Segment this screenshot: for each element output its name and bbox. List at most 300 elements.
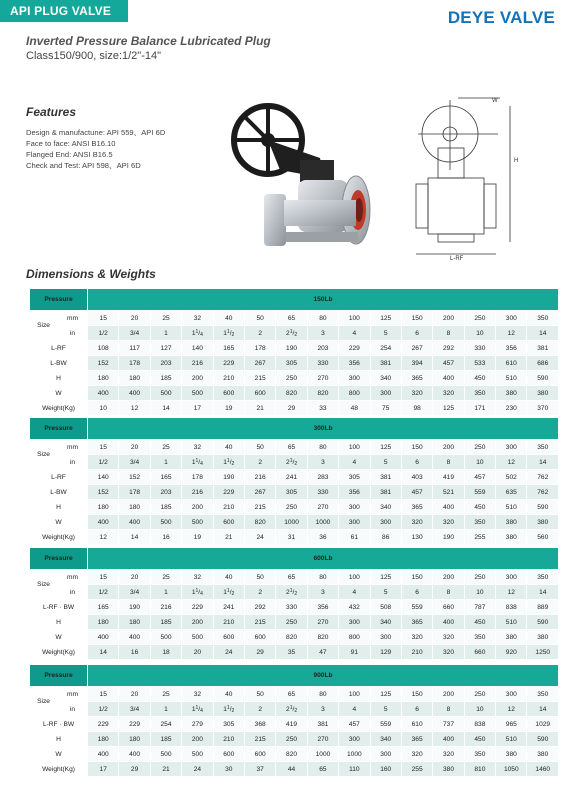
- value-cell: 920: [496, 645, 527, 660]
- pressure-header: Pressure: [30, 418, 88, 440]
- value-cell: 457: [433, 356, 464, 371]
- value-cell: 203: [150, 356, 181, 371]
- value-cell: 86: [370, 530, 401, 545]
- plug-valve-photo: [228, 96, 388, 256]
- size-in-cell: 4: [339, 326, 370, 341]
- value-cell: 152: [88, 485, 119, 500]
- dimension-row: [30, 470, 559, 485]
- value-cell: 330: [307, 485, 338, 500]
- value-cell: 12: [88, 530, 119, 545]
- value-cell: 340: [370, 500, 401, 515]
- value-cell: 300: [370, 747, 401, 762]
- value-cell: 508: [370, 600, 401, 615]
- size-mm-cell: 300: [496, 440, 527, 455]
- value-cell: 365: [401, 500, 432, 515]
- value-cell: 14: [88, 645, 119, 660]
- feature-line: Design & manufactune: API 559、API 6D: [26, 128, 166, 137]
- value-cell: 533: [464, 356, 495, 371]
- value-cell: 1250: [527, 645, 559, 660]
- pressure-header: Pressure: [30, 548, 88, 570]
- value-cell: 500: [182, 515, 213, 530]
- class-header: 300Lb: [88, 418, 559, 440]
- value-cell: 190: [213, 470, 244, 485]
- size-mm-cell: 200: [433, 687, 464, 702]
- size-in-cell: 10: [464, 455, 495, 470]
- value-cell: 215: [244, 500, 275, 515]
- size-in-cell: 3/4: [119, 326, 150, 341]
- value-cell: 216: [244, 470, 275, 485]
- size-in-cell: $2^1/_2$: [276, 585, 307, 600]
- value-cell: 560: [527, 530, 559, 545]
- value-cell: 660: [433, 600, 464, 615]
- brand-name: DEYE VALVE: [447, 8, 555, 27]
- value-cell: 660: [464, 645, 495, 660]
- value-cell: 185: [150, 371, 181, 386]
- row-label: H: [30, 732, 88, 747]
- value-cell: 500: [182, 630, 213, 645]
- unit-in-label: in: [58, 585, 88, 600]
- value-cell: 33: [307, 401, 338, 416]
- value-cell: 820: [307, 630, 338, 645]
- dimension-row: [30, 530, 559, 545]
- value-cell: 250: [276, 371, 307, 386]
- value-cell: 267: [244, 485, 275, 500]
- value-cell: 140: [88, 470, 119, 485]
- size-in-cell: 8: [433, 326, 464, 341]
- value-cell: 838: [464, 717, 495, 732]
- size-in-cell: $1^1/_4$: [182, 585, 213, 600]
- row-label: L-RF · BW: [30, 717, 88, 732]
- value-cell: 203: [307, 341, 338, 356]
- value-cell: 200: [182, 500, 213, 515]
- value-cell: 250: [276, 500, 307, 515]
- product-subtitle: Class150/900, size:1/2"-14": [26, 50, 161, 62]
- size-mm-cell: 125: [370, 440, 401, 455]
- size-in-cell: 10: [464, 326, 495, 341]
- value-cell: 380: [433, 762, 464, 777]
- value-cell: 419: [433, 470, 464, 485]
- size-mm-cell: 20: [119, 440, 150, 455]
- size-in-cell: 12: [496, 455, 527, 470]
- value-cell: 35: [276, 645, 307, 660]
- size-mm-cell: 200: [433, 570, 464, 585]
- size-mm-cell: 300: [496, 687, 527, 702]
- value-cell: 394: [401, 356, 432, 371]
- value-cell: 14: [150, 401, 181, 416]
- value-cell: 380: [496, 747, 527, 762]
- value-cell: 300: [339, 515, 370, 530]
- value-cell: 500: [150, 515, 181, 530]
- value-cell: 61: [339, 530, 370, 545]
- value-cell: 185: [150, 500, 181, 515]
- size-in-cell: 14: [527, 326, 559, 341]
- features-heading: Features: [26, 105, 77, 119]
- value-cell: 450: [464, 500, 495, 515]
- size-in-cell: 14: [527, 455, 559, 470]
- size-label: Size: [30, 570, 58, 600]
- dimension-row: [30, 485, 559, 500]
- value-cell: 510: [496, 732, 527, 747]
- size-mm-cell: 65: [276, 440, 307, 455]
- value-cell: 300: [339, 371, 370, 386]
- value-cell: 300: [339, 615, 370, 630]
- size-in-cell: 5: [370, 326, 401, 341]
- dimension-table: [29, 288, 559, 416]
- value-cell: 457: [339, 717, 370, 732]
- row-label: L-RF · BW: [30, 600, 88, 615]
- feature-line: Check and Test: API 598、API 6D: [26, 161, 141, 170]
- size-mm-cell: 32: [182, 570, 213, 585]
- value-cell: 270: [307, 732, 338, 747]
- size-mm-cell: 150: [401, 570, 432, 585]
- value-cell: 270: [307, 371, 338, 386]
- value-cell: 270: [307, 615, 338, 630]
- value-cell: 400: [119, 630, 150, 645]
- size-mm-cell: 100: [339, 440, 370, 455]
- value-cell: 320: [401, 630, 432, 645]
- value-cell: 165: [213, 341, 244, 356]
- size-in-cell: $2^1/_2$: [276, 702, 307, 717]
- value-cell: 600: [213, 630, 244, 645]
- value-cell: 330: [464, 341, 495, 356]
- value-cell: 400: [119, 386, 150, 401]
- value-cell: 370: [527, 401, 559, 416]
- size-in-cell: 8: [433, 455, 464, 470]
- value-cell: 127: [150, 341, 181, 356]
- dimension-row: [30, 515, 559, 530]
- value-cell: 432: [339, 600, 370, 615]
- unit-in-label: in: [58, 455, 88, 470]
- value-cell: 152: [88, 356, 119, 371]
- value-cell: 292: [244, 600, 275, 615]
- value-cell: 381: [370, 356, 401, 371]
- size-in-cell: 1: [150, 702, 181, 717]
- size-in-cell: 1/2: [88, 326, 119, 341]
- value-cell: 635: [496, 485, 527, 500]
- dimension-row: [30, 401, 559, 416]
- size-mm-cell: 20: [119, 311, 150, 326]
- size-mm-cell: 350: [527, 311, 559, 326]
- value-cell: 29: [119, 762, 150, 777]
- size-in-cell: 3: [307, 455, 338, 470]
- pressure-header: Pressure: [30, 289, 88, 311]
- value-cell: 762: [527, 485, 559, 500]
- size-in-cell: $1^1/_4$: [182, 326, 213, 341]
- value-cell: 510: [496, 615, 527, 630]
- value-cell: 110: [339, 762, 370, 777]
- size-in-cell: $1^1/_2$: [213, 585, 244, 600]
- size-mm-cell: 15: [88, 440, 119, 455]
- value-cell: 24: [244, 530, 275, 545]
- dimension-row: [30, 600, 559, 615]
- size-in-cell: 3: [307, 702, 338, 717]
- dimension-row: [30, 645, 559, 660]
- dimension-row: [30, 732, 559, 747]
- value-cell: 180: [119, 500, 150, 515]
- dimension-row: [30, 371, 559, 386]
- value-cell: 229: [213, 485, 244, 500]
- value-cell: 838: [496, 600, 527, 615]
- value-cell: 47: [307, 645, 338, 660]
- feature-line: Face to face: ANSI B16.10: [26, 139, 116, 148]
- class-header: 150Lb: [88, 289, 559, 311]
- size-mm-cell: 350: [527, 687, 559, 702]
- value-cell: 510: [496, 500, 527, 515]
- size-in-cell: 2: [244, 326, 275, 341]
- value-cell: 24: [213, 645, 244, 660]
- value-cell: 16: [119, 645, 150, 660]
- value-cell: 340: [370, 615, 401, 630]
- size-mm-cell: 250: [464, 311, 495, 326]
- value-cell: 590: [527, 615, 559, 630]
- size-mm-cell: 150: [401, 687, 432, 702]
- value-cell: 229: [119, 717, 150, 732]
- value-cell: 419: [276, 717, 307, 732]
- dimension-table: [29, 664, 559, 777]
- unit-in-label: in: [58, 702, 88, 717]
- size-in-row: [30, 585, 559, 600]
- value-cell: 300: [339, 500, 370, 515]
- value-cell: 356: [339, 356, 370, 371]
- value-cell: 171: [464, 401, 495, 416]
- size-label: Size: [30, 440, 58, 470]
- value-cell: 500: [150, 386, 181, 401]
- value-cell: 400: [88, 747, 119, 762]
- value-cell: 450: [464, 732, 495, 747]
- size-mm-cell: 50: [244, 687, 275, 702]
- value-cell: 210: [401, 645, 432, 660]
- size-mm-cell: 40: [213, 687, 244, 702]
- value-cell: 400: [433, 371, 464, 386]
- value-cell: 129: [370, 645, 401, 660]
- value-cell: 787: [464, 600, 495, 615]
- value-cell: 279: [182, 717, 213, 732]
- value-cell: 180: [119, 615, 150, 630]
- drawing-label-w: W: [492, 98, 498, 104]
- value-cell: 457: [401, 485, 432, 500]
- value-cell: 37: [244, 762, 275, 777]
- value-cell: 500: [182, 747, 213, 762]
- size-in-cell: $1^1/_4$: [182, 702, 213, 717]
- value-cell: 737: [433, 717, 464, 732]
- size-in-cell: 2: [244, 702, 275, 717]
- value-cell: 810: [464, 762, 495, 777]
- class-header: 600Lb: [88, 548, 559, 570]
- size-in-cell: 2: [244, 585, 275, 600]
- row-label: W: [30, 515, 88, 530]
- value-cell: 229: [182, 600, 213, 615]
- size-in-cell: 1/2: [88, 702, 119, 717]
- value-cell: 305: [213, 717, 244, 732]
- size-mm-cell: 350: [527, 570, 559, 585]
- value-cell: 590: [527, 732, 559, 747]
- value-cell: 250: [276, 732, 307, 747]
- value-cell: 36: [307, 530, 338, 545]
- size-mm-cell: 50: [244, 570, 275, 585]
- value-cell: 17: [88, 762, 119, 777]
- size-in-cell: 1: [150, 455, 181, 470]
- size-mm-cell: 200: [433, 440, 464, 455]
- size-mm-row: [30, 687, 559, 702]
- size-mm-cell: 25: [150, 687, 181, 702]
- value-cell: 820: [276, 386, 307, 401]
- size-in-cell: 3/4: [119, 702, 150, 717]
- size-mm-cell: 25: [150, 570, 181, 585]
- size-in-cell: $2^1/_2$: [276, 455, 307, 470]
- value-cell: 400: [433, 615, 464, 630]
- valve-dimension-drawing: [410, 92, 530, 264]
- value-cell: 380: [496, 515, 527, 530]
- size-in-cell: 3: [307, 585, 338, 600]
- dimensions-heading: Dimensions & Weights: [26, 267, 156, 281]
- row-label: L-RF: [30, 470, 88, 485]
- value-cell: 20: [182, 645, 213, 660]
- value-cell: 216: [150, 600, 181, 615]
- drawing-label-lrf: L-RF: [450, 256, 464, 262]
- value-cell: 30: [213, 762, 244, 777]
- value-cell: 320: [433, 386, 464, 401]
- value-cell: 19: [213, 401, 244, 416]
- value-cell: 180: [88, 732, 119, 747]
- dimension-table-block: [29, 417, 559, 545]
- value-cell: 820: [244, 515, 275, 530]
- value-cell: 380: [496, 630, 527, 645]
- row-label: W: [30, 747, 88, 762]
- value-cell: 178: [119, 356, 150, 371]
- value-cell: 600: [213, 747, 244, 762]
- row-label: Weight(Kg): [30, 401, 88, 416]
- dimension-row: [30, 356, 559, 371]
- size-mm-cell: 250: [464, 440, 495, 455]
- size-mm-cell: 25: [150, 440, 181, 455]
- value-cell: 254: [150, 717, 181, 732]
- value-cell: 1000: [307, 515, 338, 530]
- size-mm-cell: 80: [307, 311, 338, 326]
- value-cell: 254: [370, 341, 401, 356]
- size-in-cell: 5: [370, 585, 401, 600]
- value-cell: 340: [370, 732, 401, 747]
- value-cell: 380: [527, 747, 559, 762]
- size-in-cell: 6: [401, 585, 432, 600]
- value-cell: 17: [182, 401, 213, 416]
- size-in-cell: 3/4: [119, 455, 150, 470]
- size-mm-cell: 20: [119, 570, 150, 585]
- value-cell: 350: [464, 630, 495, 645]
- value-cell: 457: [464, 470, 495, 485]
- value-cell: 590: [527, 371, 559, 386]
- size-in-cell: 4: [339, 455, 370, 470]
- size-in-cell: 1/2: [88, 455, 119, 470]
- value-cell: 140: [182, 341, 213, 356]
- value-cell: 403: [401, 470, 432, 485]
- value-cell: 190: [433, 530, 464, 545]
- value-cell: 380: [527, 630, 559, 645]
- size-in-cell: 8: [433, 702, 464, 717]
- value-cell: 200: [182, 615, 213, 630]
- row-label: W: [30, 386, 88, 401]
- size-in-cell: $1^1/_2$: [213, 326, 244, 341]
- value-cell: 48: [339, 401, 370, 416]
- unit-mm-label: mm: [58, 570, 88, 585]
- value-cell: 400: [88, 386, 119, 401]
- size-mm-row: [30, 311, 559, 326]
- size-in-cell: 12: [496, 326, 527, 341]
- value-cell: 330: [276, 600, 307, 615]
- value-cell: 267: [244, 356, 275, 371]
- value-cell: 400: [88, 515, 119, 530]
- row-label: L-BW: [30, 485, 88, 500]
- value-cell: 320: [433, 515, 464, 530]
- value-cell: 320: [433, 747, 464, 762]
- value-cell: 267: [401, 341, 432, 356]
- value-cell: 125: [433, 401, 464, 416]
- value-cell: 380: [527, 386, 559, 401]
- value-cell: 19: [182, 530, 213, 545]
- size-in-cell: 4: [339, 702, 370, 717]
- value-cell: 180: [88, 371, 119, 386]
- unit-mm-label: mm: [58, 440, 88, 455]
- value-cell: 381: [527, 341, 559, 356]
- value-cell: 12: [119, 401, 150, 416]
- size-in-cell: 3/4: [119, 585, 150, 600]
- value-cell: 10: [88, 401, 119, 416]
- size-mm-cell: 15: [88, 570, 119, 585]
- value-cell: 178: [244, 341, 275, 356]
- dimension-table: [29, 547, 559, 660]
- value-cell: 380: [496, 530, 527, 545]
- size-in-cell: 12: [496, 585, 527, 600]
- value-cell: 381: [370, 485, 401, 500]
- dimension-table-block: [29, 288, 559, 416]
- size-mm-cell: 125: [370, 570, 401, 585]
- value-cell: 65: [307, 762, 338, 777]
- value-cell: 210: [213, 732, 244, 747]
- size-mm-cell: 125: [370, 687, 401, 702]
- value-cell: 381: [370, 470, 401, 485]
- drawing-label-h: H: [514, 158, 519, 164]
- size-in-cell: 1: [150, 585, 181, 600]
- value-cell: 502: [496, 470, 527, 485]
- value-cell: 400: [433, 500, 464, 515]
- value-cell: 600: [244, 386, 275, 401]
- value-cell: 559: [464, 485, 495, 500]
- size-mm-cell: 40: [213, 311, 244, 326]
- size-mm-cell: 25: [150, 311, 181, 326]
- value-cell: 1000: [339, 747, 370, 762]
- value-cell: 21: [213, 530, 244, 545]
- value-cell: 185: [150, 615, 181, 630]
- value-cell: 889: [527, 600, 559, 615]
- value-cell: 44: [276, 762, 307, 777]
- value-cell: 380: [496, 386, 527, 401]
- size-in-cell: 6: [401, 702, 432, 717]
- value-cell: 450: [464, 615, 495, 630]
- row-label: W: [30, 630, 88, 645]
- value-cell: 130: [401, 530, 432, 545]
- value-cell: 241: [213, 600, 244, 615]
- size-mm-cell: 125: [370, 311, 401, 326]
- value-cell: 559: [401, 600, 432, 615]
- size-label: Size: [30, 687, 58, 717]
- value-cell: 200: [182, 371, 213, 386]
- class-header: 900Lb: [88, 665, 559, 687]
- value-cell: 356: [307, 600, 338, 615]
- value-cell: 610: [401, 717, 432, 732]
- value-cell: 350: [464, 386, 495, 401]
- dimension-table: [29, 417, 559, 545]
- value-cell: 820: [307, 386, 338, 401]
- value-cell: 203: [150, 485, 181, 500]
